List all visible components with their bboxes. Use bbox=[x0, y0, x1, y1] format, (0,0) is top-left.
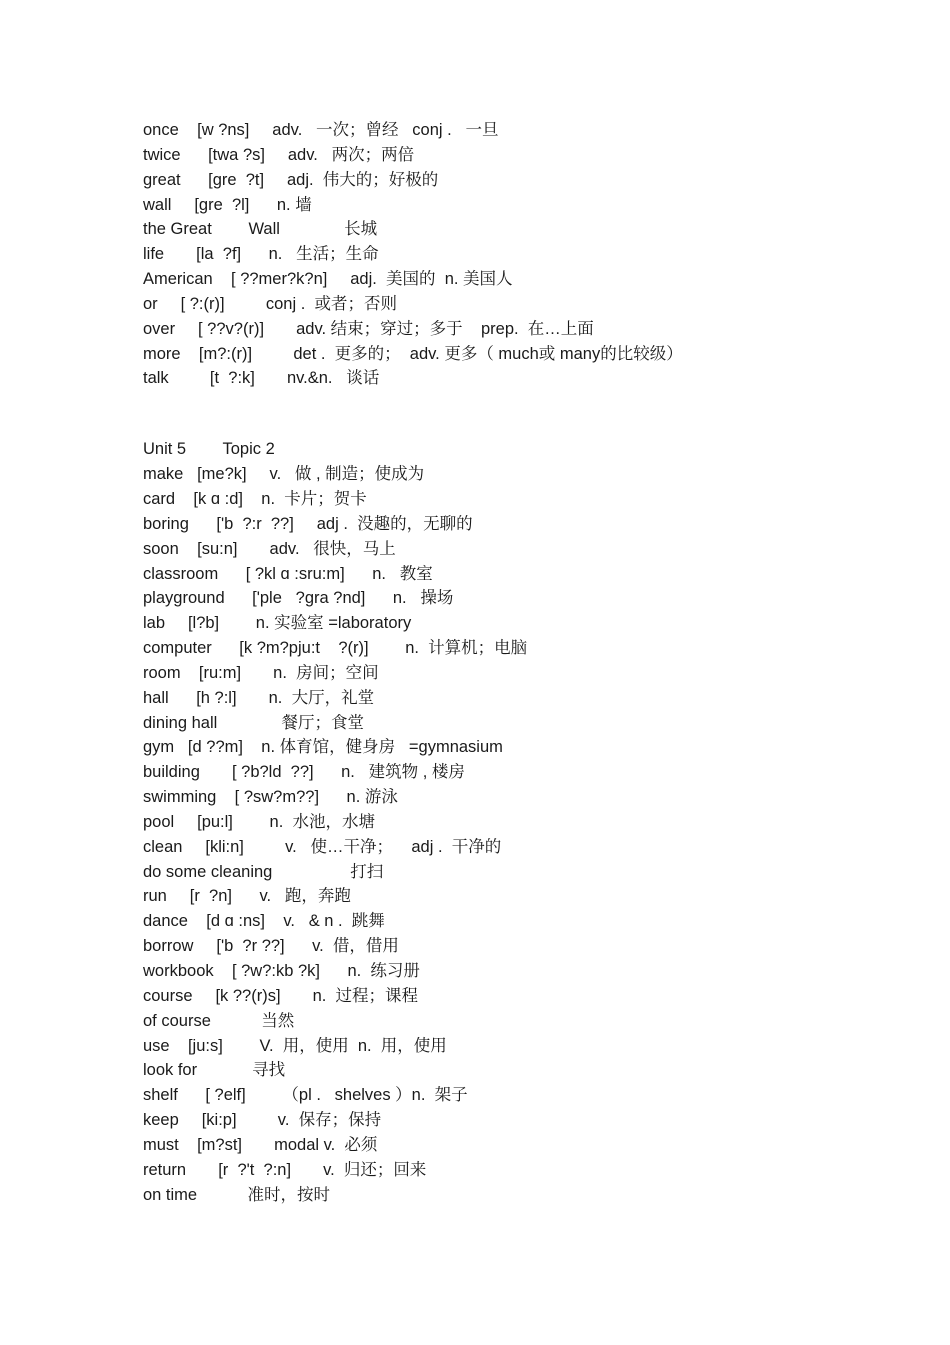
vocab-entry: great [gre ?t] adj. 伟大的；好极的 bbox=[143, 170, 439, 189]
section-gap bbox=[143, 391, 923, 437]
vocab-entry: workbook [ ?w?:kb ?k] n. 练习册 bbox=[143, 962, 420, 980]
vocab-entry: on time 准时，按时 bbox=[143, 1185, 331, 1204]
vocab-entry: of course 当然 bbox=[143, 1011, 295, 1030]
vocab-entry: more [m?:(r)] det . 更多的； adv. 更多（ much或 many的比较级） bbox=[143, 344, 683, 363]
vocab-entry: hall [h ?:l] n. 大厅，礼堂 bbox=[143, 688, 375, 707]
section-heading: Unit 5 Topic 2 bbox=[143, 440, 275, 459]
vocab-entry: lab [l?b] n. 实验室 =laboratory bbox=[143, 614, 412, 633]
vocab-entry: return [r ?'t ?:n] v. 归还；回来 bbox=[143, 1160, 427, 1179]
vocab-entry: wall [gre ?l] n. 墙 bbox=[143, 195, 312, 214]
vocabulary-list-1 bbox=[143, 118, 923, 391]
vocab-entry: borrow ['b ?r ??] v. 借，借用 bbox=[143, 937, 399, 956]
vocab-entry: run [r ?n] v. 跑，奔跑 bbox=[143, 887, 351, 906]
vocab-entry: American [ ??mer?k?n] adj. 美国的 n. 美国人 bbox=[143, 270, 513, 289]
vocab-entry: keep [ki:p] v. 保存；保持 bbox=[143, 1111, 382, 1130]
vocabulary-document bbox=[143, 118, 923, 1207]
vocab-entry: playground ['ple ?gra ?nd] n. 操场 bbox=[143, 589, 454, 608]
vocabulary-list-2 bbox=[143, 437, 923, 1207]
vocab-entry: or [ ?:(r)] conj . 或者；否则 bbox=[143, 294, 397, 313]
vocab-entry: dance [d ɑ :ns] v. & n . 跳舞 bbox=[143, 912, 385, 931]
vocab-entry: soon [su:n] adv. 很快，马上 bbox=[143, 539, 396, 558]
vocab-entry: dining hall 餐厅；食堂 bbox=[143, 713, 364, 732]
vocab-entry: classroom [ ?kl ɑ :sru:m] n. 教室 bbox=[143, 564, 433, 583]
vocab-entry: building [ ?b?ld ??] n. 建筑物 , 楼房 bbox=[143, 763, 465, 782]
vocab-entry: computer [k ?m?pju:t ?(r)] n. 计算机；电脑 bbox=[143, 639, 528, 658]
vocab-entry: talk [t ?:k] nv.&n. 谈话 bbox=[143, 369, 380, 388]
vocab-entry: shelf [ ?elf] （pl . shelves ）n. 架子 bbox=[143, 1086, 468, 1105]
vocab-entry: clean [kli:n] v. 使…干净； adj . 干净的 bbox=[143, 837, 502, 856]
vocab-entry: swimming [ ?sw?m??] n. 游泳 bbox=[143, 788, 398, 807]
vocab-entry: look for 寻找 bbox=[143, 1061, 286, 1080]
vocab-entry: the Great Wall 长城 bbox=[143, 220, 378, 239]
vocab-entry: do some cleaning 打扫 bbox=[143, 862, 384, 881]
vocab-entry: pool [pu:l] n. 水池，水塘 bbox=[143, 812, 375, 831]
vocab-entry: once [w ?ns] adv. 一次；曾经 conj . 一旦 bbox=[143, 121, 499, 139]
vocab-entry: must [m?st] modal v. 必须 bbox=[143, 1135, 378, 1154]
vocab-entry: use [ju:s] V. 用，使用 n. 用，使用 bbox=[143, 1036, 447, 1055]
vocab-entry: card [k ɑ :d] n. 卡片；贺卡 bbox=[143, 489, 367, 508]
vocab-entry: gym [d ??m] n. 体育馆，健身房 =gymnasium bbox=[143, 738, 503, 757]
vocab-entry: make [me?k] v. 做 , 制造；使成为 bbox=[143, 465, 425, 484]
vocab-entry: life [la ?f] n. 生活；生命 bbox=[143, 245, 379, 264]
vocab-entry: room [ru:m] n. 房间；空间 bbox=[143, 663, 379, 682]
vocab-entry: course [k ??(r)s] n. 过程；课程 bbox=[143, 986, 419, 1005]
vocab-entry: over [ ??v?(r)] adv. 结束；穿过；多于 prep. 在…上面 bbox=[143, 319, 594, 338]
vocab-entry: boring ['b ?:r ??] adj . 没趣的，无聊的 bbox=[143, 514, 473, 533]
vocab-entry: twice [twa ?s] adv. 两次；两倍 bbox=[143, 145, 415, 164]
